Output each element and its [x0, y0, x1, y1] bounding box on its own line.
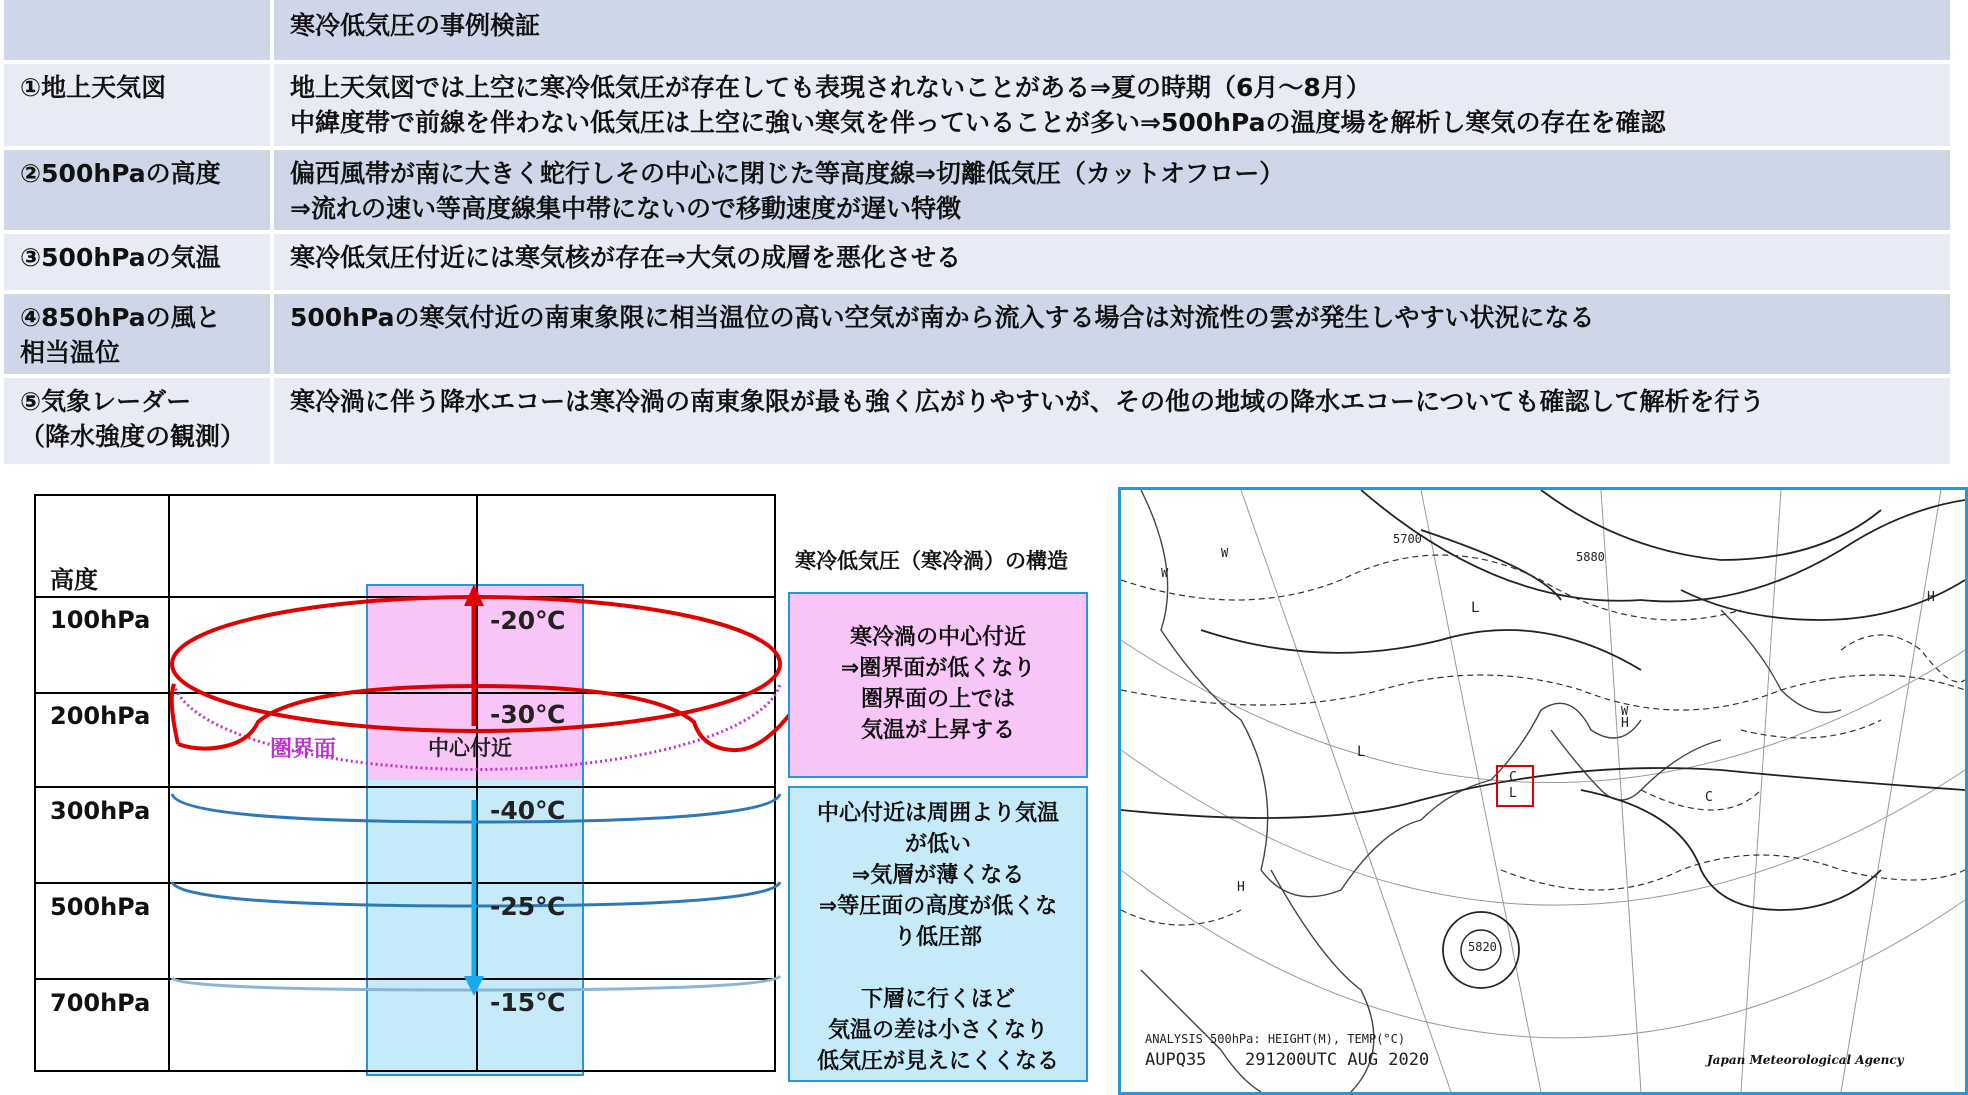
center-label: 中心付近 [428, 736, 512, 760]
level-label: 200hPa [50, 702, 151, 730]
weather-map-500hpa [1118, 487, 1968, 1095]
row-label-line: 相当温位 [20, 338, 121, 367]
warm-mark: W [1161, 566, 1169, 580]
high-mark: H [1927, 590, 1935, 605]
row-label-line: （降水強度の観測） [20, 422, 246, 451]
contour-label: 5700 [1393, 532, 1422, 546]
blue-down-arrow [464, 976, 484, 996]
row-content: 500hPaの寒気付近の南東象限に相当温位の高い空気が南から流入する場合は対流性の雲が発生しやすい状況になる [274, 294, 1950, 374]
row-label: ③500hPaの気温 [4, 234, 270, 290]
info-line: 低気圧が見えにくくなる [816, 1049, 1059, 1074]
low-mark: L [1509, 786, 1517, 801]
info-line: ⇒等圧面の高度が低くな [818, 894, 1058, 919]
info-line [790, 953, 1086, 984]
upper-info-box [788, 592, 1088, 778]
row-label: ②500hPaの高度 [4, 150, 270, 230]
info-line: 寒冷渦の中心付近 [849, 625, 1026, 650]
cold-mark: C [1705, 790, 1713, 805]
row-label: ①地上天気図 [4, 64, 270, 146]
temp-label: -20℃ [490, 606, 566, 635]
tropopause-label: 圏界面 [270, 737, 337, 762]
structure-title: 寒冷低気圧（寒冷渦）の構造 [795, 549, 1068, 573]
high-mark: H [1237, 880, 1245, 895]
info-line: が低い [904, 832, 971, 857]
red-up-arrow [464, 584, 484, 606]
contour-label: 5880 [1576, 550, 1605, 564]
row-content: 寒冷渦に伴う降水エコーは寒冷渦の南東象限が最も強く広がりやすいが、その他の地域の降水エコーについても確認して解析を行う [274, 378, 1950, 464]
lower-info-box [788, 786, 1088, 1082]
row-line: ⇒流れの速い等高度線集中帯にないので移動速度が遅い特徴 [290, 194, 961, 223]
info-line: ⇒圏界面が低くなり [840, 656, 1036, 681]
info-line: 中心付近は周囲より気温 [816, 801, 1059, 826]
contour-label: 5820 [1468, 940, 1497, 954]
map-caption-line1: ANALYSIS 500hPa: HEIGHT(M), TEMP(°C) [1145, 1032, 1406, 1046]
info-line: り低圧部 [893, 925, 982, 950]
map-lines [1121, 490, 1965, 1092]
agency-credit: Japan Meteorological Agency [1707, 1053, 1904, 1067]
row-line: 地上天気図では上空に寒冷低気圧が存在しても表現されないことがある⇒夏の時期（6月～8月） [290, 73, 1371, 102]
temp-label: -25℃ [490, 892, 566, 921]
row-content: 寒冷低気圧付近には寒気核が存在⇒大気の成層を悪化させる [274, 234, 1950, 290]
info-line: 気温の差は小さくなり [827, 1018, 1048, 1043]
map-caption-code: AUPQ35 [1145, 1050, 1207, 1070]
header-col2: 寒冷低気圧の事例検証 [274, 0, 1950, 60]
level-label: 700hPa [50, 989, 151, 1017]
info-line: ⇒気層が薄くなる [851, 863, 1025, 888]
temp-label: -15℃ [490, 988, 566, 1017]
level-label: 100hPa [50, 606, 151, 634]
info-line: 気温が上昇する [860, 718, 1015, 743]
row-line: 中緯度帯で前線を伴わない低気圧は上空に強い寒気を伴っていることが多い⇒500hPaの温度場を解析し寒気の存在を確認 [290, 108, 1666, 137]
low-mark: L [1471, 600, 1480, 616]
row-label-line: ④850hPaの風と [20, 303, 221, 332]
level-label: 300hPa [50, 797, 151, 825]
info-line: 圏界面の上では [860, 687, 1015, 712]
altitude-axis-title: 高度 [50, 566, 98, 594]
row-line: 偏西風帯が南に大きく蛇行しその中心に閉じた等高度線⇒切離低気圧（カットオフロー） [290, 159, 1285, 188]
info-line: 下層に行くほど [860, 987, 1015, 1012]
low-mark: L [1357, 744, 1366, 760]
temp-label: -40℃ [490, 796, 566, 825]
row-label-line: ⑤気象レーダー [20, 387, 192, 416]
level-label: 500hPa [50, 893, 151, 921]
high-mark: H [1621, 716, 1629, 731]
warm-mark: W [1221, 546, 1229, 560]
cold-mark: C [1509, 770, 1517, 785]
map-caption-time: 291200UTC AUG 2020 [1245, 1050, 1430, 1070]
temp-label: -30℃ [490, 700, 566, 729]
warm-mark: W [1621, 704, 1629, 718]
